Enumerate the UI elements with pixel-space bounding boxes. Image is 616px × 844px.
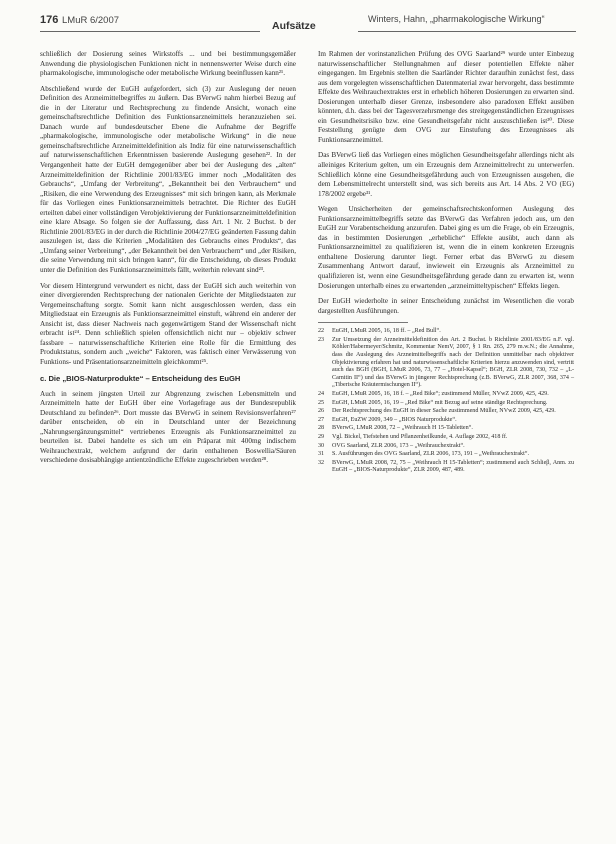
section-heading: c. Die „BIOS-Naturprodukte“ – Entscheidung des EuGH bbox=[40, 373, 241, 383]
header-rule-right bbox=[358, 31, 576, 32]
footnote-text: EuGH, LMuR 2005, 16, 18 ff. – „Red Bull“. bbox=[332, 328, 441, 335]
footnote-text: Der Rechtsprechung des EuGH in dieser Sache zustimmend Müller, NVwZ 2009, 425, 429. bbox=[332, 408, 556, 415]
footnote bbox=[318, 434, 574, 442]
footnote-text: BVerwG, LMuR 2008, 72, 75 – „Weihrauch H 15-Tabletten“; zustimmend auch Schlieβ, Anm. zu EuGH – „BIOS-Naturprodukte“, ZLR 2009, 487, 489. bbox=[332, 459, 574, 474]
footnote bbox=[318, 443, 574, 451]
paragraph: Wegen Unsicherheiten der gemeinschaftsrechtskonformen Auslegung des Funktionsarzneimittelbegriffs setzte das BVerwG das Verfahren jedoch aus, um den EuGH zur Vorabentscheidung anzurufen. Dabei ging es um die Frage, ob ein Erzeugnis, das in bestimmten Dosierungen „erhebliche“ Effekte ausübt, auch dann als Funktionsarzneimittel zu qualifizieren ist, wenn die in einem konkreten Erzeugnis enthaltene Dosierung darunter liegt. Ferner erbat das BVerwG zu diesem Zusammenhang Antwort darauf, inwieweit ein Erzeugnis als Arzneimittel zu qualifizieren ist, wenn eine Gesundheitsgefährdung gerade dann zu erwarten ist, wenn Dosierungen unterhalb eines zu erwartenden „arzneimitteltypischen“ Effekts liegen. bbox=[318, 205, 574, 290]
running-head-authors: Winters, Hahn, „pharmakologische Wirkung“ bbox=[368, 14, 545, 24]
footnote-text: BVerwG, LMuR 2008, 72 – „Weihrauch H 15-Tabletten“. bbox=[332, 425, 473, 432]
paragraph: Das BVerwG ließ das Vorliegen eines möglichen Gesundheitsgefahr allerdings nicht als alleiniges Kriterium gelten, um ein Erzeugnis dem Arzneimittelrecht zu unterwerfen. Schließlich könne eine Gesundheitsgefährdung auch von Erzeugnissen ausgehen, die dem Lebensmittelrecht unterstellt sind, was sich bereits aus Art. 14 Abs. 2 VO (EG) 178/2002 ergebe³¹. bbox=[318, 151, 574, 198]
left-column bbox=[40, 50, 296, 472]
footnote bbox=[318, 328, 574, 336]
footnote-number: 22 bbox=[318, 328, 325, 335]
footnote-number: 28 bbox=[318, 425, 325, 432]
paragraph: Im Rahmen der vorinstanzlichen Prüfung des OVG Saarland²⁹ wurde unter Einbezug naturwissenschaftlicher Stellungnahmen auf dieser potentiellen Effekte näher eingegangen. Im Ergebnis stellten die Saarländer Richter daraufhin zunächst fest, dass aus dem vorgelegten wissenschaftlichen Datenmaterial zwar hervorgeht, dass bestimmte Effekte des Weihrauchextraktes erst in erheblich höheren Dosierungen zu erwarten sind. Dosierungen unterhalb dieser Grenze, insbesondere also paradoxen Effekt ausüben könnten, d.h. dass bei der Tagesverzehrsmenge des streitgegenständlichen Erzeugnisses ein Gesundheitsrisiko bzw. eine Gesundheitsgefahr nicht auszuschließen ist³⁰. Diese Feststellung genügte dem OVG zur Einstufung des Erzeugnisses als Funktionsarzneimittel. bbox=[318, 50, 574, 144]
footnote-number: 27 bbox=[318, 416, 325, 423]
page-header bbox=[0, 0, 616, 52]
footnote-number: 24 bbox=[318, 390, 325, 397]
footnote-number: 31 bbox=[318, 451, 325, 458]
footnote-number: 25 bbox=[318, 399, 325, 406]
footnote bbox=[318, 400, 574, 408]
footnote bbox=[318, 460, 574, 475]
footnote-rule bbox=[318, 322, 408, 323]
footnote-text: OVG Saarland, ZLR 2006, 173 – „Weihrauchextrakt“. bbox=[332, 442, 465, 449]
paragraph: Abschließend wurde der EuGH aufgefordert, sich (3) zur Auslegung der neuen Definition des Arzneimittelbegriffes zu äußern. Das BVerwG nahm hierbei Bezug auf die in der Literatur und Rechtsprechung zu findende Ansicht, wonach eine gemeinschaftsrechtliche Definition des Funktionsarzneimittels heranzuziehen sei. Danach wurde auf bundesdeutscher Ebene die Aufnahme der Begriffe „pharmakologische, immunologische oder metabolische Wirkung“ in die neue gemeinschaftsrechtliche Arzneimitteldefinition als Indiz für eine naturwissenschaftlich auf naturwissenschaftlichen Erkenntnissen basierende Auslegung gesehen²². In der Vergangenheit hatte der EuGH demgegenüber aber bei der Auslegung des „alten“ Arzneimitteldefinition der Richtlinie 2001/83/EG immer noch „Modalitäten des Gebrauchs“, „Umfang der Verbreitung“, „Bekanntheit bei den Verbrauchern“ und „Risiken, die eine Verwendung des Erzeugnisses“ mit sich bringen kann, als Merkmale für das Vorliegen eines Funktionsarzneimittels betrachtet. Die Richter des EuGH erteilten dabei einer vollständigen Verobjektivierung der Funktionsarzneimitteldefinition eine klare Absage. So folgen sie der Auffassung, dass Art. 1 Nr. 2 Buchst. b der Richtlinie 2001/83/EG in der durch die Richtlinie 2004/27/EG geänderten Fassung dahin auszulegen ist, dass die Kriterien „Modalitäten des Gebrauchs eines Produkts“, das „Umfang seiner Verbreitung“, „der Bekanntheit bei den Verbrauchern“ und „der Risiken, die seine Verwendung mit sich bringen kann“, für die Entscheidung, ob dieses Produkt unter die Definition des Funktionsarzneimittels fällt, weiterhin relevant sind²³. bbox=[40, 84, 296, 275]
footnote-text: S. Ausführungen des OVG Saarland, ZLR 2006, 173, 191 – „Weihrauchextrakt“. bbox=[332, 451, 530, 458]
footnote-number: 29 bbox=[318, 433, 325, 440]
footnote-text: Zur Umsetzung der Arzneimitteldefinition des Art. 2 Buchst. b Richtlinie 2001/83/EG n.F. vgl. Köhler/Habermeyer/Schmitz, Kommentar NemV, 2007, § 1 Rn. 265, 279 m.w.N.; die Annahme, dass die Auslegung des Arzneimittelbegriffs nach der Definition unmittelbar nach objektiver Objektivierung erfahren hat und naturwissenschaftliche Kriterien hierzu anzuwenden sind, vertritt auch das BGH (BGH, LMuR 2006, 73, 77 – „Hotel-Kapsel“; BGH, ZLR 2008, 730, 732 – „L-Carnitin II“) und das BVerwG in jüngerer Rechtsprechung (z.B. BVerwG, ZLR 2007, 368, 374 – „Tiberische Kräutermischungen II“). bbox=[332, 336, 574, 389]
section-label: Aufsätze bbox=[272, 20, 316, 32]
paragraph: Der EuGH wiederholte in seiner Entscheidung zunächst im Wesentlichen die vorab dargestellten Ausführungen. bbox=[318, 297, 574, 315]
footnote bbox=[318, 337, 574, 390]
footnote-number: 26 bbox=[318, 408, 325, 415]
right-column bbox=[318, 50, 574, 476]
footnote bbox=[318, 417, 574, 425]
paragraph: Auch in seinem jüngsten Urteil zur Abgrenzung zwischen Lebensmitteln und Arzneimitteln hatte der EuGH über eine Vorlagefrage aus der Bundesrepublik Deutschland zu befinden²⁶. Dort musste das BVerwG in seinem Revisionsverfahren²⁷ darüber entscheiden, ob ein in Deutschland unter der Bezeichnung „Nahrungsergänzungsmittel“ vertriebenes Erzeugnis als Funktionsarzneimittel zu beurteilen ist. Dabei handelte es sich um ein Präparat mit 400mg indischem Weihrauchextrakt, welchem aufgrund der darin enthaltenen Boswellia/Säuren verschiedene dosisabhängige antientzündliche Effekte zugeschrieben werden²⁸. bbox=[40, 389, 296, 465]
footnote bbox=[318, 408, 574, 416]
footnote-text: Vgl. Bickel, Tiefstehen und Pflanzenheilkunde, 4. Auflage 2002, 418 ff. bbox=[332, 433, 508, 440]
paragraph: Vor diesem Hintergrund verwundert es nicht, dass der EuGH sich auch weiterhin von einer divergierenden Rechtsprechung der nationalen Gerichte der Mitgliedstaaten zur Vergemeinschaftung sorgte. Somit kann nicht ausgeschlossen werden, dass ein Mitgliedstaat ein Erzeugnis als Funktionsarzneimittel einstuft, während ein anderer der Ansicht ist, dass dieser Nachweis nach gegenwärtigem Stand der Wissenschaft nicht erbracht ist²⁴. Denn schließlich spielen offensichtlich nicht nur – objektiv schwer fassbare – naturwissenschaftliche Kriterien eine Rolle für die Ermittlung des Produktstatus, sondern auch „weiche“ Faktoren, was faktisch einer Verwässerung von Funktions- und Präsentationsarzneimitteln gleichkommt²⁵. bbox=[40, 281, 296, 366]
footnote-number: 32 bbox=[318, 459, 325, 466]
journal-reference: LMuR 6/2007 bbox=[62, 15, 120, 26]
footnote-text: EuGH, EuZW 2009, 349 – „BIOS Naturprodukte“. bbox=[332, 416, 457, 423]
page-number: 176 bbox=[40, 14, 59, 26]
footnote-text: EuGH, LMuR 2005, 16, 18 f. – „Red Bike“; zustimmend Müller, NVwZ 2009, 425, 429. bbox=[332, 390, 549, 397]
header-rule-left bbox=[40, 31, 260, 32]
footnote-number: 23 bbox=[318, 336, 325, 343]
footnote bbox=[318, 391, 574, 399]
paragraph: schließlich der Dosierung seines Wirkstoffs ... und bei bestimmungsgemäßer Anwendung die physiologischen Funktionen nicht in nennenswerter Weise durch eine pharmakologische, immunologische oder metabolische Wirkung beeinflussen kann²¹. bbox=[40, 50, 296, 78]
footnote-number: 30 bbox=[318, 442, 325, 449]
footnote bbox=[318, 425, 574, 433]
footnote bbox=[318, 451, 574, 459]
footnote-text: EuGH, LMuR 2005, 16, 19 – „Red Bike“ mit Bezug auf seine ständige Rechtsprechung. bbox=[332, 399, 548, 406]
